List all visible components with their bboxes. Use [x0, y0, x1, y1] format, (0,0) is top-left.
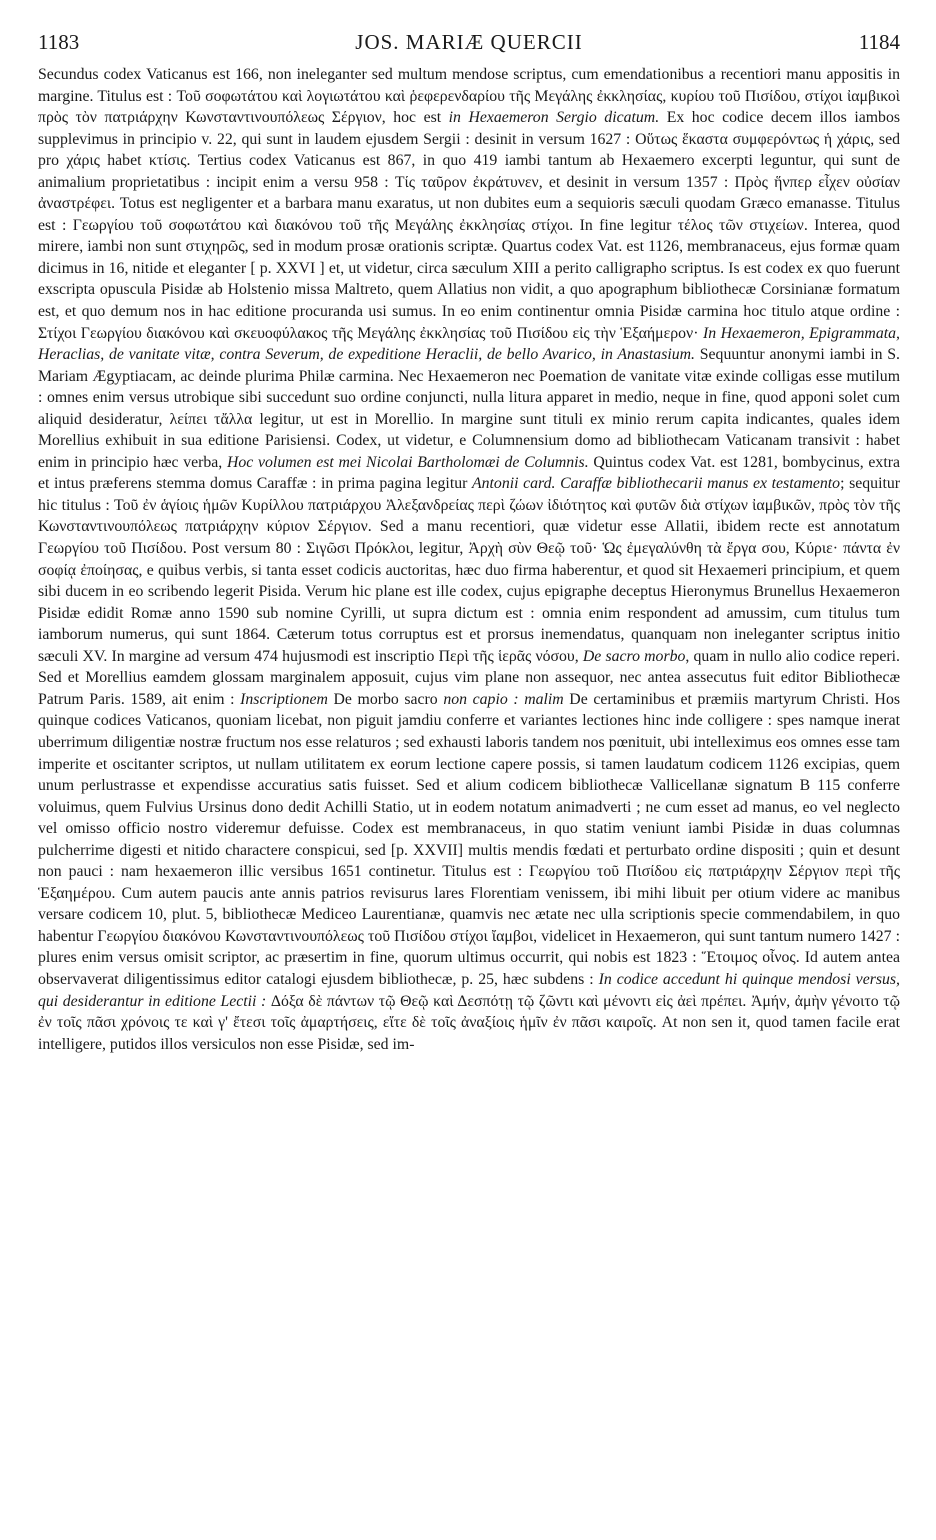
greek-text: στιχηρῶς [185, 238, 245, 256]
italic-text: In codice accedunt hi quinque mendosi versus, qui desiderantur in editione Lectii : [38, 970, 900, 1010]
latin-text: . In fine legitur [569, 216, 678, 234]
italic-text: Antonii card. Caraffæ bibliothecarii manus ex testamento [472, 475, 841, 493]
greek-text: τέλος τῶν στιχείων [677, 216, 804, 234]
latin-text: . Interea, quod mirere, iambi non sunt [38, 216, 900, 256]
greek-text: Ἕτοιμος οἶνος [701, 949, 796, 967]
latin-text: , sed pro [38, 130, 900, 170]
greek-text: Οὕτως ἕκαστα συμφερόντως ἡ χάρις [635, 130, 871, 148]
latin-text: . Sed a manu recentiori, quæ videtur esse Allatii, ibidem recte est annotatum [367, 518, 900, 536]
latin-text: , sed in modum prosæ orationis scriptæ. Quartus codex Vat. est 1126, membranaceus, ejus formæ quam dicimus in 16, nitide et eleganter [ p. XXVI ] et, ut videtur, circa sæculum XIII a perito calligrapho scriptus. Is est codex ex quo fuerunt exscripta opuscula Pisidæ ab Holstenio missa Maltreto, quem Allatius non vidit, a quo apographum bibliothecæ Corsinianæ formatum est, et quo demum nos in hac editione procuranda usi sumus. In eo enim continentur omnia Pisidæ carmina hoc titulo atque ordine : [38, 238, 900, 321]
italic-text: Hoc volumen est mei Nicolai Bartholomæi de Columnis. [226, 453, 589, 471]
latin-text: Ex hoc codice decem illos iambos supplevimus in principio v. 22, qui sunt in laudem ejusdem Sergii : desinit in versum 1627 : [38, 109, 900, 148]
italic-text: De sacro morbo [582, 647, 686, 665]
greek-text: Ἀρχὴ σὺν Θεῷ τοῦ· Ὡς ἐμεγαλύνθη τὰ ἔργα σου, Κύριε· πάντα ἐν σοφίᾳ ἐποίησας [38, 540, 901, 579]
latin-text: , quam in nullo alio codice reperi. Sed et Morellius eamdem glossam marginalem apposuit, cujus vim plane non assequor, nec antea assecutus fuit editor Bibliothecæ Patrum Paris. 1589, ait enim : [38, 647, 900, 708]
greek-text: Τοῦ σοφωτάτου καὶ λογιωτάτου καὶ ῥεφερενδαρίου τῆς Μεγάλης ἐκκλησίας, κυρίου τοῦ Πισίδου, στίχοι ἰαμβικοὶ πρὸς τὸν πατριάρχην Κωνσταντινουπόλεως Σέργιον [38, 87, 900, 127]
latin-text: . Id autem antea observaverat diligentissimus editor catalogi ejusdem bibliothecæ, p. 25, hæc subdens : [38, 949, 900, 988]
italic-text: In Hexaemeron, Epigrammata, Heraclias, de vanitate vitæ, contra Severum, de expeditione Heraclii, de bello Avarico, in Anastasium. [38, 324, 900, 364]
latin-text: · [693, 324, 703, 342]
greek-text: Τοῦ ἐν ἁγίοις ἡμῶν Κυρίλλου πατριάρχου Ἀλεξανδρείας περὶ ζώων ἰδιότητος καὶ φυτῶν διὰ στίχων ἰαμβικῶν, πρὸς τὸν τῆς Κωνσταντινουπόλεως πατριάρχην κύριον Σέργιον [38, 496, 900, 536]
latin-text: . Cum autem paucis ante annis patrios revisurus lares Florentiam venissem, ibi mihi libuit per otium videre ac manibus versare codicem 10, plut. 5, bibliothecæ Mediceo Laurentianæ, quamvis nec ætate nec ulla scriptionis specie commendabilem, in quo habentur [38, 884, 900, 945]
greek-text: Τίς ταῦρον ἐκράτυνεν [394, 173, 539, 191]
latin-text: , legitur, [409, 540, 469, 558]
greek-text: Γεωργίου τοῦ σοφωτάτου καὶ διακόνου τοῦ τῆς Μεγάλης ἐκκλησίας στίχοι [72, 216, 570, 234]
greek-text: κτίσις [148, 152, 187, 170]
latin-text: , hoc est [381, 109, 449, 127]
greek-text: Γεωργίου τοῦ Πισίδου [38, 540, 183, 558]
latin-text: Secundus codex Vaticanus est 166, non ineleganter sed multum mendose scriptus, cum emendationibus a recentiori manu appositis in margine. Titulus est : [38, 66, 900, 105]
italic-text: non capio : malim [443, 690, 564, 708]
latin-text: , [574, 647, 583, 665]
latin-text: . Tertius codex Vaticanus est 867, in quo 419 iambi tantum ab Hexaemero excerpti leguntur, qui sunt de animalium proprietatibus : incipit enim a versu 958 : [38, 152, 900, 191]
greek-text: Γεωργίου διακόνου Κωνσταντινουπόλεως τοῦ Πισίδου στίχοι ἴαμβοι [97, 927, 534, 945]
latin-text: . Post versum 80 : [182, 540, 307, 558]
greek-text: Στίχοι Γεωργίου διακόνου καὶ σκευοφύλακος τῆς Μεγάλης ἐκκλησίας τοῦ Πισίδου εἰς τὴν Ἑξαήμερον [38, 324, 694, 342]
latin-text: , e quibus verbis, si tanta esset codicis auctoritas, hæc duo firma haberentur, et quod sit Hexaemeri principium, et quem sibi ducem in eo scribendo legerit Pisida. Verum hic plane est ille codex, cujus epigraphe deceptus Hieronymus Brunellus Hexaemeron Pisidæ edidit Romæ anno 1590 sub nomine Cyrilli, ut supra dictum est : omnia enim respondent ad amussim, cum titulus tum iamborum numerus, qui sunt 1864. Cæterum totus corruptus est et prorsus inemendatus, quanquam non ineleganter scriptus initio sæculi XV. In margine ad versum 474 hujusmodi est inscriptio [38, 561, 900, 665]
greek-text: χάρις [66, 152, 100, 170]
latin-text: legitur, ut est in Morellio. In margine sunt tituli ex minio rerum capita indicantes, quales idem Morellius exhibuit in sua editione Parisiensi. Codex, ut videtur, e Columnensium domo ad bibliothecam Vaticanam transivit : habet enim in principio hæc verba, [38, 410, 900, 471]
latin-text: , videlicet in Hexaemeron, qui sunt tantum numero 1427 : plures enim versus omisit scriptor, ac præsertim in fine, quorum ultimus occurrit, qui nobis est 1823 : [38, 927, 900, 967]
greek-text: Γεωργίου τοῦ Πισίδου εἰς πατριάρχην Σέργιον περὶ τῆς Ἑξαημέρου [38, 863, 900, 902]
greek-text: Πρὸς ἥνπερ εἶχεν οὐσίαν ἀναστρέφει [38, 173, 900, 213]
latin-text: . At non sen it, quod tamen facile erat intelligere, putidos illos versiculos non esse Pisidæ, sed im- [38, 1014, 900, 1053]
latin-text: . Totus est negligenter et a barbara manu exaratus, ut non dubites eum a sequioris sæculi quodam Græco emanasse. Titulus est : [38, 195, 900, 234]
latin-text: De certaminibus et præmiis martyrum Christi. Hos quinque codices Vaticanos, quoniam licebat, non piguit jamdiu conferre et variantes lectiones hinc inde colligere : spes namque inerat uberrimum diligentiæ nostræ fructum nos esse relaturos ; sed exhausti laboris tandem nos pœnituit, ubi intelleximus eos omnes esse tam imperite et oscitanter scriptos, ut nullam utilitatem ex eorum lectione capere possis, si tamen laudatum codicem 1126 excipias, quem unum perlustrasse et expendisse accuratius satis fuisset. Sed et alium codicem bibliothecæ Vallicellanæ signatum B 115 conferre voluimus, quem Fulvius Ursinus dono dedit Achilli Statio, ut in eodem notatum animadverti ; ne cum esset ad manus, eo vel neglecto vel omisso officio nostro videremur defuisse. Codex est membranaceus, in quo statim veniunt iambi Pisidæ in duas columnas pulcherrime digesti et nitido charactere conspicui, sed [p. XXVII] multis mendis fœdati et perturbato ordine dispositi ; quin et desunt non pauci : nam hexaemeron illic versibus 1651 continetur. Titulus est : [38, 690, 900, 881]
greek-text: λείπει τἄλλα [169, 410, 253, 428]
greek-text: Δόξα δὲ πάντων τῷ Θεῷ καὶ Δεσπότῃ τῷ ζῶντι καὶ μένοντι εἰς ἀεὶ πρέπει. Ἀμήν, ἀμὴν γένοιτο τῷ ἐν τοῖς πᾶσι χρόνοις τε καὶ γ' ἔτεσι τοῖς ἀμαρτήσεις, εἴτε δὲ τοῖς ἀναξίοις ἡμῖν ἐν πᾶσι καιροῖς [38, 992, 900, 1032]
italic-text: Inscriptionem [240, 690, 328, 708]
left-column-number: 1183 [38, 30, 80, 54]
latin-text: ; sequitur hic titulus : [38, 475, 900, 514]
paragraph [38, 64, 900, 1055]
body-text [38, 64, 900, 1055]
latin-text: Quintus codex Vat. est 1281, bombycinus, extra et intus præferens stemma domus Caraffæ : in prima pagina legitur [38, 453, 900, 493]
greek-text: Σιγῶσι Πρόκλοι [306, 540, 410, 558]
latin-text: De morbo sacro [327, 690, 444, 708]
greek-text: Περὶ τῆς ἱερᾶς νόσου [438, 647, 575, 665]
italic-text: in Hexaemeron Sergio dicatum. [448, 109, 660, 127]
running-header [38, 30, 900, 58]
latin-text: , et desinit in versum 1357 : [538, 173, 735, 191]
latin-text: Sequuntur anonymi iambi in S. Mariam Ægyptiacam, ac deinde plurima Philæ carmina. Nec Hexaemeron nec Poemation de vanitate vitæ exinde colligas esse mutilum : omnes enim versus utrobique sibi succedunt suo ordine conjuncti, nulla litura apparet in medio, neque in fine, quod apponi solet cum aliquid desideratur, [38, 346, 900, 428]
right-column-number: 1184 [858, 30, 900, 54]
running-title: JOS. MARIÆ QUERCII [355, 30, 583, 54]
latin-text: habet [99, 152, 149, 170]
